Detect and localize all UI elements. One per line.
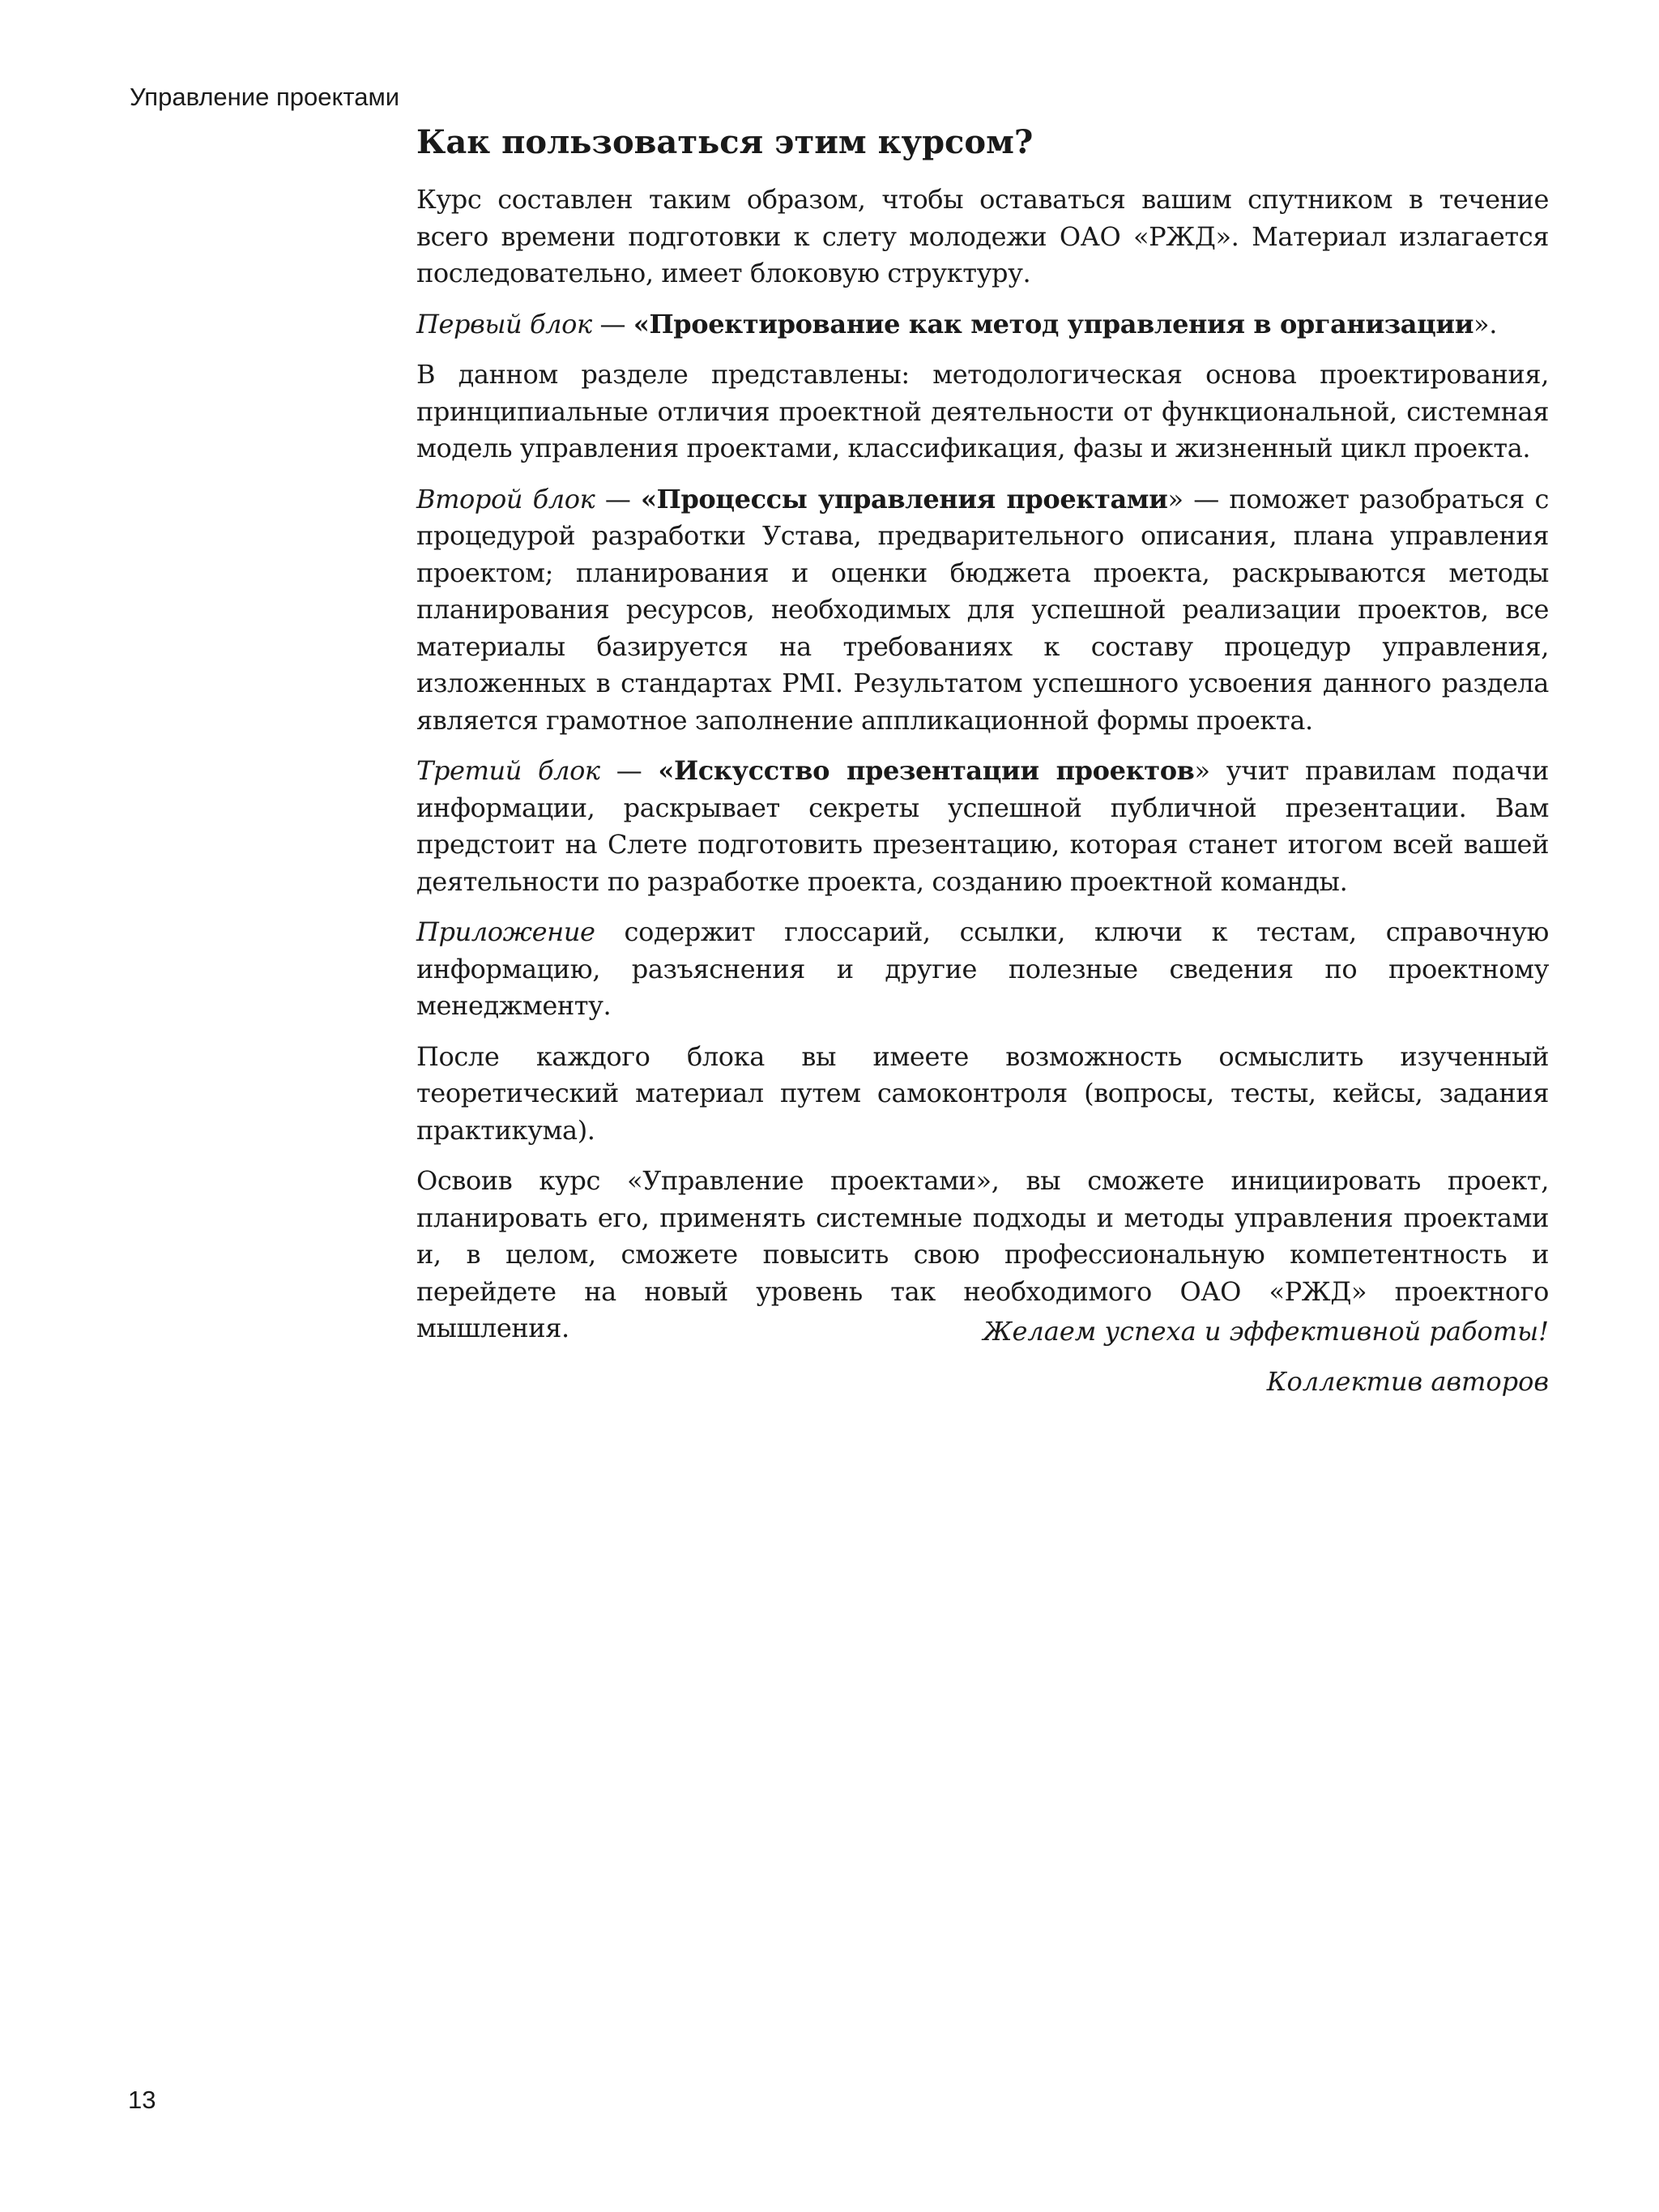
block2-paragraph — [416, 481, 1549, 740]
block1-label: Первый блок — [416, 308, 592, 339]
block1-title: Проектирование как метод управления в организации — [649, 308, 1474, 339]
block2-text: » — поможет разобраться с процедурой разработки Устава, предварительного описания, плана управления проектом; планирования и оценки бюджета проекта, раскрываются методы планирования ресурсов, необходимых для успешной реализации проектов, все материалы базируется на требованиях к составу процедур управления, изложенных в стандартах PMI. Результатом успешного усвоения данного раздела является грамотное заполнение аппликационной формы проекта. — [416, 483, 1549, 736]
appendix-label: Приложение — [416, 916, 595, 947]
block1-heading-paragraph — [416, 306, 1549, 344]
block3-text: » учит правилам подачи информации, раскрывает секреты успешной публичной презентации. Вам предстоит на Слете подготовить презентацию, которая станет итогом всей вашей деятельности по разработке проекта, созданию проектной команды. — [416, 755, 1549, 897]
self-control-paragraph: После каждого блока вы имеете возможность осмыслить изученный теоретический материал путем самоконтроля (вопросы, тесты, кейсы, задания практикума). — [416, 1040, 1549, 1146]
block2-dash: — — [595, 483, 642, 515]
closing-signature: Коллектив авторов — [1266, 1366, 1549, 1397]
intro-paragraph: Курс составлен таким образом, чтобы оставаться вашим спутником в течение всего времени подготовки к слету молодежи ОАО «РЖД». Материал излагается последовательно, имеет блоковую структуру. — [416, 184, 1549, 288]
closing-block — [983, 1313, 1549, 1413]
block2-title: Процессы управления проектами — [656, 483, 1168, 515]
running-header: Управление проектами — [130, 83, 400, 111]
main-content — [416, 120, 1549, 1361]
conclusion-paragraph: Освоив курс «Управление проектами», вы сможете инициировать проект, планировать его, применять системные подходы и методы управления проектами и, в целом, сможете повысить свою профессиональную компетентность и перейдете на новый уровень так необходимого ОАО «РЖД» проектного мышления. — [416, 1165, 1549, 1343]
block2-label: Второй блок — [416, 483, 595, 515]
block3-title: Искусство презентации проектов — [673, 755, 1195, 786]
block3-label: Третий блок — [416, 755, 600, 786]
block3-paragraph — [416, 753, 1549, 900]
block3-dash: — — [599, 755, 659, 786]
closing-wish: Желаем успеха и эффективной работы! — [983, 1316, 1549, 1347]
block1-quote-close: ». — [1473, 308, 1497, 339]
page-number: 13 — [128, 2086, 156, 2114]
block1-quote-open: « — [633, 308, 650, 339]
block1-dash: — — [591, 308, 633, 339]
block2-quote-open: « — [641, 483, 657, 515]
section-title: Как пользоваться этим курсом? — [416, 123, 1034, 161]
appendix-paragraph — [416, 914, 1549, 1025]
appendix-text: содержит глоссарий, ссылки, ключи к тестам, справочную информацию, разъяснения и другие полезные сведения по проектному менеджменту. — [416, 916, 1549, 1021]
block3-quote-open: « — [658, 755, 674, 786]
block1-description: В данном разделе представлены: методологическая основа проектирования, принципиальные отличия проектной деятельности от функциональной, системная модель управления проектами, классификация, фазы и жизненный цикл проекта. — [416, 359, 1549, 463]
